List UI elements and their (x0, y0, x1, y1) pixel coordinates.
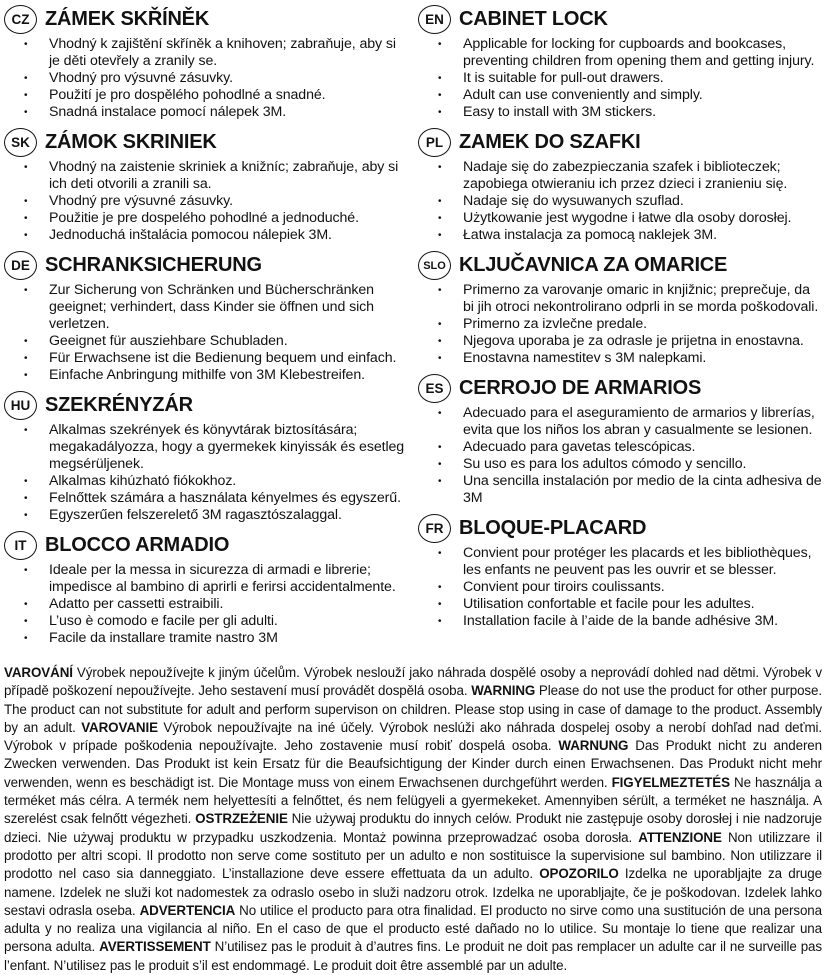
list-item (17, 210, 408, 227)
bullet-icon: • (24, 353, 28, 364)
lang-section-en (418, 5, 822, 121)
bullet-text: Adecuado para el aseguramiento de armarios y librerías, evita que los niños los abran y casualmente se lesionen. (463, 405, 815, 438)
list-item (431, 456, 822, 473)
bullet-text: Použití je pro dospělého pohodlné a snadné. (49, 87, 326, 103)
list-item (17, 367, 408, 384)
bullet-icon: • (24, 336, 28, 347)
lang-section-de (4, 251, 408, 384)
bullet-icon: • (438, 336, 442, 347)
list-item (431, 596, 822, 613)
list-item (431, 350, 822, 367)
section-header-cz (4, 5, 408, 34)
list-item (431, 282, 822, 316)
list-item (431, 473, 822, 507)
bullet-text: Njegova uporaba je za odrasle je prijetna in enostavna. (463, 333, 804, 349)
list-item (17, 70, 408, 87)
section-header-de (4, 251, 408, 280)
bullet-icon: • (24, 90, 28, 101)
right-column (418, 5, 822, 654)
lang-section-es (418, 374, 822, 507)
bullet-text: L’uso è comodo e facile per gli adulti. (49, 613, 278, 629)
list-item (17, 490, 408, 507)
warning-label-advertencia: ADVERTENCIA (139, 902, 236, 918)
bullet-icon: • (438, 285, 442, 296)
bullet-icon: • (438, 616, 442, 627)
bullet-text: Vhodný pre výsuvné zásuvky. (49, 193, 233, 209)
bullet-text: Felnőttek számára a használata kényelmes és egyszerű. (49, 490, 401, 506)
bullet-text: Für Erwachsene ist die Bedienung bequem und einfach. (49, 350, 397, 366)
list-item (17, 333, 408, 350)
bullet-icon: • (438, 459, 442, 470)
list-item (17, 596, 408, 613)
bullet-text: Jednoduchá inštalácia pomocou nálepiek 3M. (49, 227, 332, 243)
list-item (17, 193, 408, 210)
list-item (431, 545, 822, 579)
bullet-text: Zur Sicherung von Schränken und Bücherschränken geeignet; verhindert, dass Kinder sie öffnen und sich verletzen. (49, 282, 374, 332)
bullet-icon: • (438, 107, 442, 118)
bullet-text: Una sencilla instalación por medio de la cinta adhesiva de 3M (463, 473, 822, 506)
bullet-text: Użytkowanie jest wygodne i łatwe dla osoby dorosłej. (463, 210, 792, 226)
section-header-es (418, 374, 822, 403)
bullet-text: Nadaje się do wysuwanych szuflad. (463, 193, 684, 209)
bullet-text: Nadaje się do zabezpieczania szafek i biblioteczek; zapobiega otwieraniu ich przez dzieci i zranieniu się. (463, 159, 788, 192)
list-item (431, 36, 822, 70)
bullet-icon: • (24, 39, 28, 50)
lang-badge-cz: CZ (4, 5, 37, 34)
lang-badge-slo: SLO (418, 251, 451, 280)
list-item (17, 507, 408, 524)
warning-paragraph (4, 664, 822, 975)
list-item (17, 227, 408, 244)
bullet-list (4, 36, 408, 121)
bullet-text: Egyszerűen felszerelető 3M ragasztószalaggal. (49, 507, 342, 523)
bullet-icon: • (24, 425, 28, 436)
bullet-text: Adatto per cassetti estraibili. (49, 596, 224, 612)
bullet-text: Łatwa instalacja za pomocą naklejek 3M. (463, 227, 717, 243)
bullet-list (4, 422, 408, 524)
lang-badge-it: IT (4, 531, 37, 560)
bullet-icon: • (438, 582, 442, 593)
bullet-icon: • (438, 196, 442, 207)
bullet-text: Alkalmas kihúzható fiókokhoz. (49, 473, 237, 489)
list-item (431, 613, 822, 630)
list-item (17, 104, 408, 121)
left-column (4, 5, 408, 654)
bullet-icon: • (438, 90, 442, 101)
warning-label-ostrzezenie: OSTRZEŻENIE (195, 811, 288, 827)
list-item (431, 210, 822, 227)
list-item (17, 36, 408, 70)
section-header-fr (418, 514, 822, 543)
section-title-hu: SZEKRÉNYZÁR (45, 394, 193, 416)
bullet-list (418, 282, 822, 367)
bullet-icon: • (438, 476, 442, 487)
lang-section-it (4, 531, 408, 647)
bullet-icon: • (24, 633, 28, 644)
bullet-icon: • (438, 319, 442, 330)
bullet-icon: • (24, 107, 28, 118)
list-item (431, 227, 822, 244)
list-item (17, 473, 408, 490)
bullet-icon: • (24, 565, 28, 576)
section-header-en (418, 5, 822, 34)
warning-text-sk: Výrobok nepoužívajte na iné účely. Výrobok neslúži ako náhrada dospelej osoby a nerobí dohľad nad deťmi. Výrobok v prípade poškodenia nepoužívajte. Jeho zostavenie musí robiť dospelá osoba. (4, 719, 823, 754)
list-item (431, 333, 822, 350)
warning-label-attenzione: ATTENZIONE (638, 829, 722, 845)
bullet-icon: • (24, 213, 28, 224)
section-title-cz: ZÁMEK SKŘÍNĚK (45, 8, 210, 30)
bullet-text: Alkalmas szekrények és könyvtárak biztosítására; megakadályozza, hogy a gyermekek kinyissák és esetleg megsérüljenek. (49, 422, 405, 472)
bullet-list (418, 545, 822, 630)
bullet-icon: • (438, 353, 442, 364)
bullet-icon: • (438, 408, 442, 419)
bullet-icon: • (438, 39, 442, 50)
list-item (431, 87, 822, 104)
bullet-icon: • (24, 476, 28, 487)
section-title-fr: BLOQUE-PLACARD (459, 517, 647, 539)
bullet-icon: • (24, 599, 28, 610)
lang-section-fr (418, 514, 822, 630)
bullet-list (418, 159, 822, 244)
section-title-sk: ZÁMOK SKRINIEK (45, 131, 217, 153)
bullet-text: Ideale per la messa in sicurezza di armadi e librerie; impedisce al bambino di aprirli e ferirsi accidentalmente. (49, 562, 396, 595)
bullet-icon: • (24, 196, 28, 207)
warning-label-opozorilo: OPOZORILO (539, 866, 619, 882)
section-title-it: BLOCCO ARMADIO (45, 534, 230, 556)
bullet-icon: • (438, 162, 442, 173)
bullet-list (4, 159, 408, 244)
lang-badge-hu: HU (4, 391, 37, 420)
bullet-icon: • (438, 230, 442, 241)
list-item (17, 282, 408, 333)
warning-label-warning: WARNING (471, 683, 536, 699)
section-header-slo (418, 251, 822, 280)
list-item (17, 87, 408, 104)
bullet-text: Installation facile à l’aide de la bande adhésive 3M. (463, 613, 778, 629)
bullet-text: Vhodný k zajištění skříněk a knihoven; zabraňuje, aby si je děti otevřely a zranily se. (49, 36, 396, 69)
bullet-text: It is suitable for pull-out drawers. (463, 70, 664, 86)
section-header-pl (418, 128, 822, 157)
bullet-list (4, 562, 408, 647)
lang-section-hu (4, 391, 408, 524)
lang-section-slo (418, 251, 822, 367)
list-item (431, 104, 822, 121)
bullet-text: Snadná instalace pomocí nálepek 3M. (49, 104, 287, 120)
list-item (431, 579, 822, 596)
list-item (17, 613, 408, 630)
section-header-it (4, 531, 408, 560)
bullet-icon: • (438, 548, 442, 559)
lang-section-sk (4, 128, 408, 244)
list-item (17, 562, 408, 596)
warning-label-varovani: VAROVÁNÍ (4, 665, 73, 680)
bullet-icon: • (438, 213, 442, 224)
bullet-list (418, 36, 822, 121)
bullet-icon: • (24, 493, 28, 504)
bullet-icon: • (24, 162, 28, 173)
warning-text-cz: Výrobek nepoužívejte k jiným účelům. Výrobek neslouží jako náhrada dospělé osoby a neprovádí dohled nad dětmi. Výrobek v případě poškození nepoužívejte. Jeho sestavení musí provádět dospělá osoba. (4, 665, 823, 699)
bullet-text: Použitie je pre dospelého pohodlné a jednoduché. (49, 210, 359, 226)
list-item (431, 316, 822, 333)
bullet-text: Applicable for locking for cupboards and bookcases, preventing children from opening them and getting injury. (463, 36, 815, 69)
bullet-text: Su uso es para los adultos cómodo y sencillo. (463, 456, 747, 472)
bullet-icon: • (24, 370, 28, 381)
bullet-text: Primerno za varovanje omaric in knjižnic; preprečuje, da bi jih otroci nekontrolirano odprli in se morda poškodovali. (463, 282, 819, 315)
warning-label-figyelmeztetes: FIGYELMEZTETÉS (611, 774, 730, 790)
warning-text-hu: Ne használja a terméket más célra. A termék nem helyettesíti a felnőttet, és nem felügyeli a gyermekeket. Amennyiben sérült, a terméket ne használja. A szerelést csak felnőtt végezheti. (4, 774, 823, 827)
bullet-list (418, 405, 822, 507)
warning-text-slo: Izdelka ne uporabljajte za druge namene. Izdelek ne služi kot nadomestek za odraslo osebo in služi nadzoru otrok. Izdelka ne uporabljajte, če je poškodovan. Izdelek lahko sestavi odrasla oseba. (4, 866, 822, 918)
bullet-icon: • (24, 230, 28, 241)
list-item (431, 70, 822, 87)
bullet-text: Enostavna namestitev s 3M nalepkami. (463, 350, 707, 366)
bullet-text: Convient pour protéger les placards et les bibliothèques, les enfants ne peuvent pas les ouvrir et se blesser. (463, 545, 812, 578)
section-title-de: SCHRANKSICHERUNG (45, 254, 262, 276)
warning-label-varovanie: VAROVANIE (81, 719, 158, 735)
bullet-list (4, 282, 408, 384)
bullet-text: Geeignet für ausziehbare Schubladen. (49, 333, 288, 349)
list-item (17, 350, 408, 367)
bullet-text: Adecuado para gavetas telescópicas. (463, 439, 696, 455)
lang-section-pl (418, 128, 822, 244)
lang-badge-es: ES (418, 374, 451, 403)
bullet-text: Utilisation confortable et facile pour les adultes. (463, 596, 755, 612)
warning-label-avertissement: AVERTISSEMENT (99, 939, 211, 955)
lang-badge-de: DE (4, 251, 37, 280)
warning-text-es: No utilice el producto para otra finalidad. El producto no sirve como una sustitución de una persona adulta y no realiza una vigilancia al niño. En el caso de que el producto esté dañado no lo utilice. Su montaje lo tiene que realizar una persona adulta. (4, 902, 822, 955)
section-title-slo: KLJUČAVNICA ZA OMARICE (459, 254, 728, 276)
list-item (17, 159, 408, 193)
bullet-text: Einfache Anbringung mithilfe von 3M Klebestreifen. (49, 367, 365, 383)
bullet-icon: • (438, 73, 442, 84)
section-header-sk (4, 128, 408, 157)
lang-section-cz (4, 5, 408, 121)
lang-badge-sk: SK (4, 128, 37, 157)
list-item (17, 630, 408, 647)
bullet-icon: • (24, 285, 28, 296)
section-title-en: CABINET LOCK (459, 8, 608, 30)
list-item (431, 439, 822, 456)
lang-badge-fr: FR (418, 514, 451, 543)
bullet-text: Easy to install with 3M stickers. (463, 104, 657, 120)
bullet-text: Vhodný pro výsuvné zásuvky. (49, 70, 233, 86)
bullet-text: Vhodný na zaistenie skriniek a knižníc; zabraňuje, aby si ich deti otvorili a zranili sa. (49, 159, 399, 192)
warning-text-en: Please do not use the product for other purpose. The product can not substitute for adult and perform supervison on children. Please stop using in case of damage to the product. Assembly by an adult. (4, 683, 822, 735)
list-item (431, 405, 822, 439)
list-item (431, 193, 822, 210)
warning-text-de: Das Produkt nicht zu anderen Zwecken verwenden. Das Produkt ist kein Ersatz für die Beaufsichtigung der Kinder durch einen Erwachsenen. Das Produkt nicht mehr verwenden, wenn es beschädigt ist. Die Montage muss von einem Erwachsenen durchgeführt werden. (4, 738, 822, 790)
lang-badge-en: EN (418, 5, 451, 34)
bullet-icon: • (24, 510, 28, 521)
bullet-icon: • (24, 616, 28, 627)
bullet-icon: • (24, 73, 28, 84)
section-title-es: CERROJO DE ARMARIOS (459, 377, 702, 399)
bullet-text: Primerno za izvlečne predale. (463, 316, 647, 332)
warning-label-warnung: WARNUNG (558, 738, 629, 754)
bullet-text: Facile da installare tramite nastro 3M (49, 630, 278, 646)
bullet-text: Adult can use conveniently and simply. (463, 87, 703, 103)
section-title-pl: ZAMEK DO SZAFKI (459, 131, 641, 153)
list-item (17, 422, 408, 473)
warning-text-pl: Nie używaj produktu do innych celów. Produkt nie zastępuje osoby dorosłej i nie nadzoruje dzieci. Nie używaj produktu w przypadku uszkodzenia. Montaż powinna przeprowadzać osoba dorosła. (4, 811, 822, 845)
lang-badge-pl: PL (418, 128, 451, 157)
bullet-icon: • (438, 442, 442, 453)
list-item (431, 159, 822, 193)
bullet-text: Convient pour tiroirs coulissants. (463, 579, 665, 595)
section-header-hu (4, 391, 408, 420)
bullet-icon: • (438, 599, 442, 610)
language-columns (4, 5, 822, 654)
warning-text-it: Non utilizzare il prodotto per altri scopi. Il prodotto non serve come sostituto per un adulto e non sostituisce la supervisione sul bambino. Non utilizzare il prodotto nel caso sia danneggiato. L’installazione deve essere effettuata da un adulto. (4, 829, 823, 882)
warning-text-fr: N’utilisez pas le produit à d’autres fins. Le produit ne doit pas remplacer un adulte car il ne surveille pas l’enfant. N’utilisez pas le produit s’il est endommagé. Le produit doit être assemblé par un adulte. (4, 939, 822, 973)
